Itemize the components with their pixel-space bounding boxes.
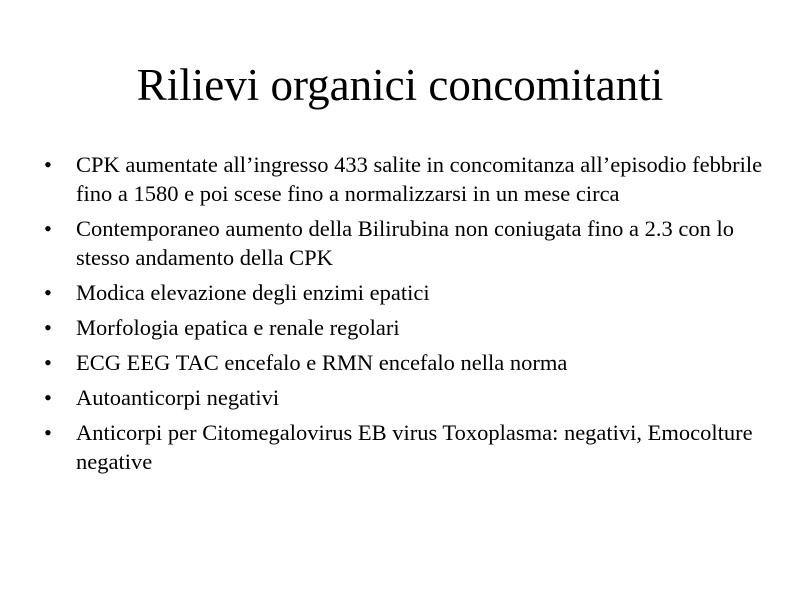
bullet-text: Modica elevazione degli enzimi epatici xyxy=(76,280,430,305)
bullet-text: Autoanticorpi negativi xyxy=(76,385,280,410)
bullet-item xyxy=(44,418,774,476)
bullet-item xyxy=(44,383,774,412)
bullet-item xyxy=(44,150,774,208)
bullet-dot-icon: • xyxy=(44,216,52,241)
bullet-dot-icon: • xyxy=(44,420,52,445)
bullet-dot-icon: • xyxy=(44,315,52,340)
bullet-text: Morfologia epatica e renale regolari xyxy=(76,315,400,340)
bullet-item xyxy=(44,214,774,272)
bullet-list xyxy=(44,150,774,482)
bullet-dot-icon: • xyxy=(44,350,52,375)
bullet-dot-icon: • xyxy=(44,385,52,410)
bullet-dot-icon: • xyxy=(44,280,52,305)
bullet-item xyxy=(44,278,774,307)
bullet-text: Anticorpi per Citomegalovirus EB virus Toxoplasma: negativi, Emocolture negative xyxy=(76,420,753,474)
slide-title: Rilievi organici concomitanti xyxy=(136,60,664,110)
bullet-text: CPK aumentate all’ingresso 433 salite in concomitanza all’episodio febbrile fino a 1580 e poi scese fino a normalizzarsi in un mese circa xyxy=(76,152,763,206)
bullet-item xyxy=(44,313,774,342)
bullet-dot-icon: • xyxy=(44,152,52,177)
bullet-item xyxy=(44,348,774,377)
bullet-text: ECG EEG TAC encefalo e RMN encefalo nella norma xyxy=(76,350,568,375)
bullet-text: Contemporaneo aumento della Bilirubina non coniugata fino a 2.3 con lo stesso andamento della CPK xyxy=(76,216,734,270)
